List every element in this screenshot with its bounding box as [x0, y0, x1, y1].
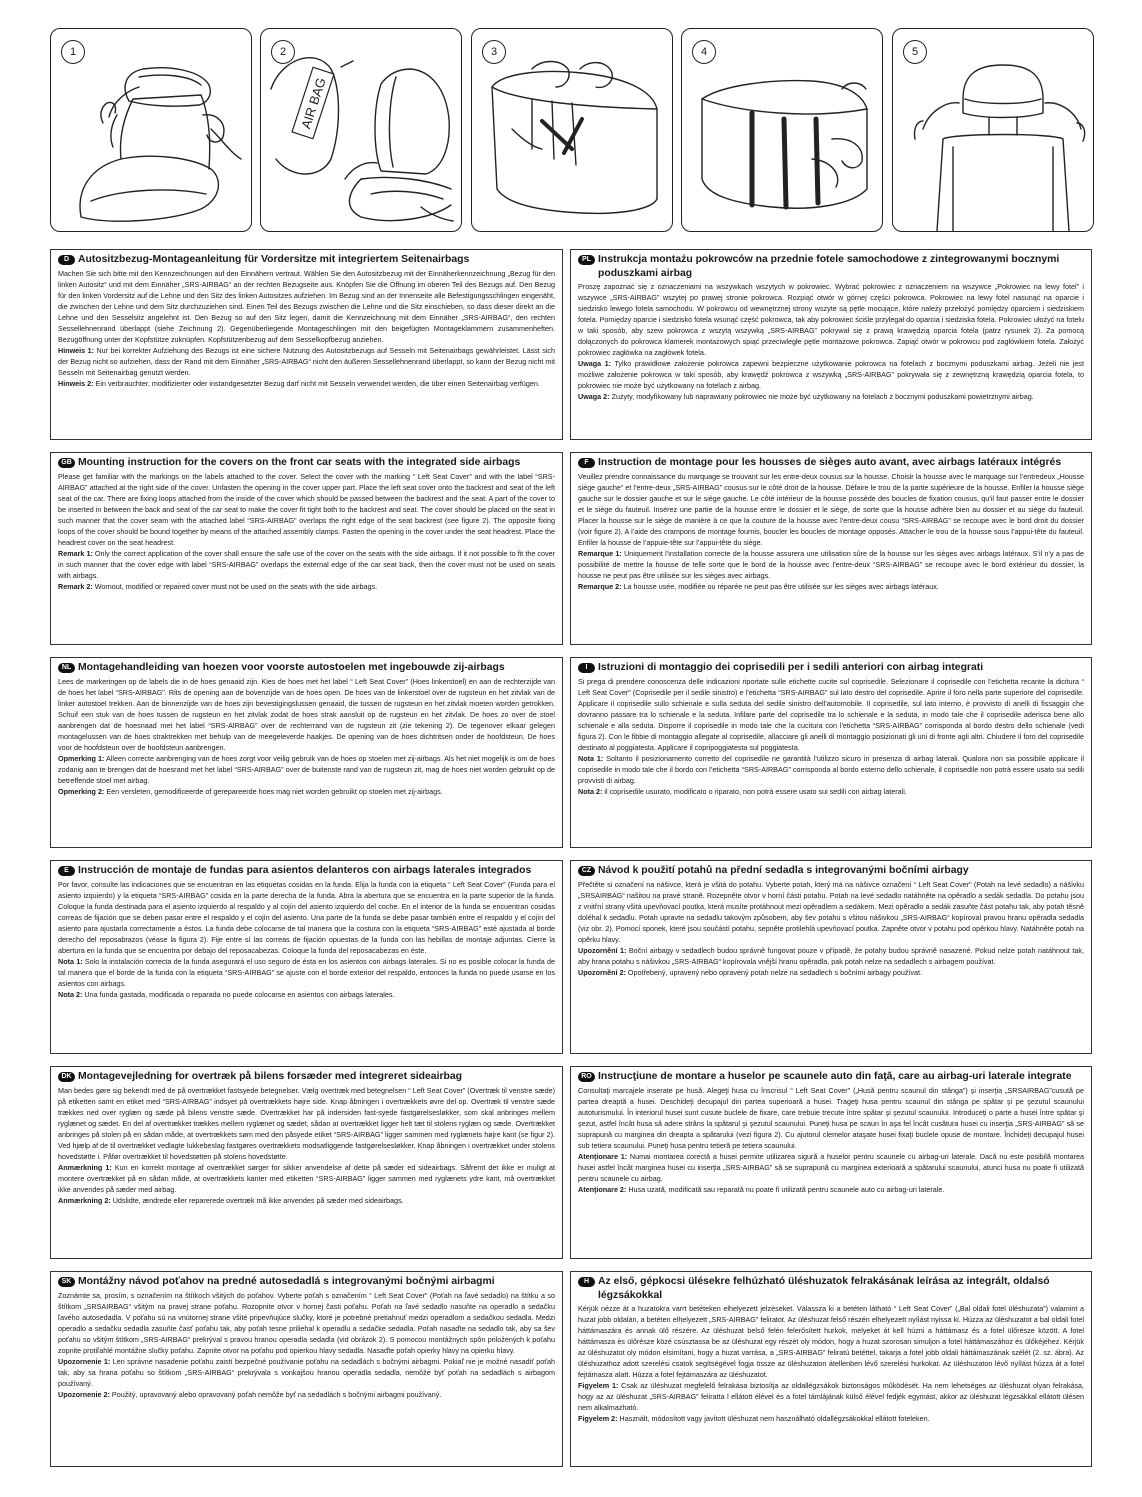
remark-label: Upozornenie 1:	[58, 1356, 111, 1366]
remark-label: Uwaga 2:	[578, 392, 610, 402]
remark	[578, 1151, 1084, 1184]
remark-text: Opotřebený, upravený nebo opravený potah nelze na sedadlech s bočními airbagy používat.	[627, 967, 923, 977]
section-hu	[570, 1271, 1092, 1467]
remark	[58, 345, 555, 378]
remark	[58, 989, 555, 1000]
section-title: Instrucţiune de montare a huselor pe scaunele auto din faţă, care au airbag-uri laterale integrate	[598, 1071, 1072, 1082]
section-heading	[578, 456, 1084, 470]
remark	[58, 1195, 555, 1206]
instruction-text: Si prega di prendere conoscenza delle indicazioni riportate sulle etichette cucite sul coprisedile. Selezionare il coprisedile con l’etichetta recante la dicitura “ Left Seat Cover” (Coprisedile per il sedile sinistro) e l’etichetta “SRS-AIRBAG” sul lato destro del coprisedile. Aprire il foro nella parte superiore del coprisedile. Applicare il coprisedile sullo schienale e sulla seduta del sedile sinistro dell’automobile. Il coprisedile, sul lato interno, è provvisto di anelli di fissaggio che dovranno passare tra lo schienale e la seduta. Infilare parte del coprisedile tra lo schienale e la seduta, in modo tale che il coprisedile aderisca bene allo schienale e alla seduta. Disporre il coprisedile in modo tale che la cucitura con l’etichetta “SRS-AIRBAG” corrisponda al bordo destro dello schienale (vedi figura 2). Con le fibbie di montaggio allegate al coprisedile, allacciare gli anelli di montaggio posizionati gli uni di fronte agli altri. Chiudere il foro del coprisedile destinato al poggiatesta. Applicare il copripoggiatesta sul poggiatesta.	[578, 676, 1084, 752]
remark-text: Solo la instalación correcta de la funda asegurará el uso seguro de ésta en los asientos con airbags laterales. Si no es posible colocar la funda de tal manera que el borde de la funda con la etiqueta “SRS-AIRBAG” se ajuste con el borde exterior del respaldo, entonces la funda no puede usarse en los asientos con airbags.	[58, 956, 555, 988]
section-de	[50, 249, 563, 440]
instruction-text: Kérjük nézze át a huzatokra varrt betéteken elhelyezett jelzéseket. Válassza ki a betéten látható “ Left Seat Cover” („Bal oldali fotel üléshuzata”) valamint a huzat jobb oldalán, a betéten elhelyezett „SRS-AIRBAG” feliratot. Az üléshuzat felső részén elhelyezett nyílást nyissa ki. Húzza az üléshuzatot a bal oldali fotel háttámaszára és annak ülő részére. Az üléshuzat belső felén felerősített hurkok, melyeket át kell húzni a háttámasz és a fotel ülőrésze között. A fotel háttámasza és ülőrésze közé csúsztassa be az üléshuzat egy részét oly módon, hogy a huzat szorosan simuljon a fotel háttámaszához és ülőkéjéhez. Kérjük az üléshuzatot oly módon elsimítani, hogy a huzat varrása, a „SRS-AIRBAG” feliratú betéttel, takarja a fotel jobb oldali háttámaszának szélét (2. sz. ábra). Az üléshuzathoz adott szerelési csatok segítségével fogja össze az üléshuzaton átellenben lévő szerelési hurkokat. Az üléshuzaton lévő nyílást húzza át a fotel fejtámasza alatt. Húzza a fotel fejtámaszára az üléshuzatot.	[578, 1304, 1084, 1380]
remark	[58, 1162, 555, 1195]
section-heading	[578, 1275, 1084, 1302]
language-badge: RO	[578, 1072, 595, 1082]
remark-label: Anmærkning 2:	[58, 1195, 111, 1205]
section-body	[58, 1085, 555, 1207]
section-nl	[50, 657, 563, 848]
remark-label: Remark 1:	[58, 548, 93, 558]
section-title: Instrucción de montaje de fundas para asientos delanteros con airbags laterales integrados	[78, 865, 532, 876]
seat-cover-illustration-3	[472, 29, 672, 231]
section-body	[578, 676, 1084, 798]
seat-cover-illustration-4	[682, 29, 882, 231]
remark	[58, 1356, 555, 1389]
remark	[578, 786, 1084, 797]
section-heading	[58, 1275, 555, 1289]
language-badge: I	[578, 663, 595, 673]
section-heading	[578, 864, 1084, 878]
section-title: Instruction de montage pour les housses de sièges auto avant, avec airbags latéraux intégrés	[598, 457, 1062, 468]
remark-label: Figyelem 2:	[578, 1414, 618, 1424]
instruction-text: Consultaţi marcajele inserate pe husă. Alegeţi husa cu înscrisul “ Left Seat Cover” („Husă pentru scaunul din stânga”) şi inserţia „SRSAIRBAG”cusută pe partea dreaptă a husei. Deschideţi decupajul din partea superioară a husei. Trageţi husa pentru scaunul din stânga pe spătar şi pe şezutul scaunului autoturismului. În interiorul husei sunt cusute buclele de fixare, care trebuie trecute între spătar şi şezutul scaunului. Introduceţi o parte a husei între spătar şi şezut, astfel încât husa să adere strâns la spătarul şi şezutul scaunului. Puneţi husa pe scaun în aşa fel încât cusătura husei cu inserţia „SRS-AIRBAG” să se suprapună cu marginea din dreapta a spătarului (vezi figura 2). Cu ajutorul clemelor ataşate husei fixaţi buclele opuse de montare. Închideţi decupajul husei sub tetiera scaunului. Puneţi husa pentru tetieră pe tetiera scaunului.	[578, 1085, 1084, 1150]
remark	[578, 945, 1084, 967]
section-title: Mounting instruction for the covers on the front car seats with the integrated side airbags	[78, 457, 521, 468]
remark-label: Upozornění 1:	[578, 945, 627, 955]
figure-1	[50, 28, 252, 232]
section-title: Az első, gépkocsi ülésekre felhúzható üléshuzatok felrakásának leírása az integrált, oldalsó légzsákokkal	[598, 1276, 1050, 1301]
section-title: Montážny návod poťahov na predné autosedadlá s integrovanými bočnými airbagmi	[78, 1276, 495, 1287]
language-badge: PL	[578, 255, 595, 265]
remark-text: Soltanto il posizionamento corretto del coprisedile ne garantità l’utilizzo sicuro in presenza di airbag laterali. Qualora non sia possibile applicare il coprisedile in modo tale che il bordo con l’etichetta “SRS-AIRBAG” corrisponda al bordo esterno dello schienale, il coprisedile non potrà essere usato sui sedili provvisti di airbag.	[578, 753, 1084, 785]
section-it	[570, 657, 1092, 848]
remark	[578, 548, 1084, 581]
language-badge: H	[578, 1277, 595, 1287]
language-badge: F	[578, 458, 595, 468]
figure-number: 3	[482, 40, 506, 64]
section-body	[58, 471, 555, 593]
section-pl	[570, 249, 1092, 440]
remark-text: Uniquement l’installation correcte de la housse assurera une utilisation sûre de la housse sur les sièges avec airbags latéraux. S’il n’y a pas de possibilité de mettre la housse de telle sorte que le bord de la housse avec l’entre-deux “SRS-AIRBAG” se recoupe avec le bord extérieur du dossier, la housse ne peut pas être utilisée sur les sièges avec airbags.	[578, 548, 1084, 580]
remark-text: Only the correct application of the cover shall ensure the safe use of the cover on the seats with the side airbags. If it not possible to fit the cover in such manner that the cover edge with label “SRS-AIRBAG” overlaps the external edge of the car seat back, then the cover must not be used on seats with airbags.	[58, 548, 555, 580]
remark-text: Zużyty, modyfikowany lub naprawiany pokrowiec nie może być użytkowany na fotelach z bocznymi poduszkami powietrznymi airbag.	[611, 392, 1034, 402]
section-heading	[58, 1070, 555, 1084]
remark-label: Nota 2:	[58, 989, 83, 999]
section-heading	[578, 1070, 1084, 1084]
figure-4	[681, 28, 883, 232]
remark-text: Alleen correcte aanbrenging van de hoes zorgt voor veilig gebruik van de hoes op stoelen met zij-airbags. Als het niet mogelijk is om de hoes zodanig aan te brengen dat de hoesrand met het label “SRS-AIRBAG” over de buitenste rand van de rugsteun zit, mag de hoes niet worden gebruikt op de betreffende stoel met airbag.	[58, 753, 555, 785]
section-heading	[58, 661, 555, 675]
section-heading	[578, 661, 1084, 675]
remark-text: Ein verbrauchter, modifizierter oder instandgesetzter Bezug darf nicht mit Sesseln verwendet werden, die über einen Seitenairbag verfügen.	[95, 378, 540, 388]
remark-text: Boční airbagy v sedadlech budou správně fungovat pouze v případě, že potahy budou správně nasazené. Pokud nelze potah natáhnout tak, aby hrana potahu s nášivkou „SRS-AIRBAG“ kopírovala vnější hranu opěradla, pak potah nelze na sedadlech s airbagem používat.	[578, 945, 1084, 966]
remark-label: Remarque 1:	[578, 548, 622, 558]
remark-label: Uwaga 1:	[578, 359, 612, 369]
language-badge: NL	[58, 663, 75, 673]
instruction-text: Por favor, consulte las indicaciones que se encuentran en las etiquetas cosidas en la funda. Elija la funda con la etiqueta “ Left Seat Cover” (Funda para el asiento izquierdo) y la etiqueta “SRS-AIRBAG” cosida en la parte derecha de la funda. Abra la abertura que se encuentra en la parte superior de la funda. Coloque la funda destinada para el asiento izquierdo al respaldo y al cojín del asiento izquierdo del coche. En el interior de la funda se encuentran cosidas correas de fijación que se deben pasar entre el respaldo y el cojín del asiento. Una parte de la funda se debe pasar también entre el respaldo y el cojín del asiento para ajustarla correctamente a éstos. La funda debe colocarse de tal manera que la costura con la etiqueta “SRS-AIRBAG” esté ajustada al borde derecho del reposabrazos (véase la figura 2). Fije entre sí las correas de fijación opuestas de la funda con las hebillas de montaje adjuntas. Cierre la abertura en la funda que se encuentra por debajo del reposacabezas. Coloque la funda del reposacabezas en éste.	[58, 879, 555, 955]
remark	[578, 391, 1084, 402]
remark-label: Remarque 2:	[578, 581, 622, 591]
section-cz	[570, 860, 1092, 1054]
figure-2	[260, 28, 462, 232]
instruction-text: Man bedes gøre sig bekendt med de på overtrækket fastsyede betegnelser. Vælg overtræk med betegnelsen “ Left Seat Cover” (Overtræk til venstre sæde) på etiketten samt en etiket med “SRS-AIRBAG” indsyet på overtrækkets højre side. Knap åbningen i overtrækkets øvre del op. Overtræk til venstre sæde trækkes ned over ryglæn og sæde på bilens venstre sæde. Overtrækket har på indersiden fast-syede fastgørelsesløkker, som skal anbringes mellem ryglænet og sædet. En del af overtrækket trækkes mellem ryglænet og sædet, sådan at overtrækket ligger helt tæt til stolens ryglæn og sæde. Overtrækket anbringes på stolen på en sådan måde, at overtrækkets søm med den påsyede etiket “SRS-AIRBAG” ligger sammen med ryglænets højre kant (se figur 2). Ved hjælp af de til overtrækket vedlagte lukkebeslag fastgøres overtrækkets modsatliggende fastgørelsesløkker. Knap åbningen i overtrækket under stolens hovedstøtte i. Påfør overtrækket til hovedstøtten på stolens hovedstøtte.	[58, 1085, 555, 1161]
instruction-text: Machen Sie sich bitte mit den Kennzeichnungen auf den Einnähern vertraut. Wählen Sie den Autositzbezug mit der Einnäherkennzeichnung „Bezug für den linken Autositz“ und mit dem Einnäher „SRS-AIRBAG“ an der rechten Bezugseite aus. Knöpfen Sie die Öffnung im oberen Teil des Bezugs auf. Den Bezug für den linken Vordersitz auf die Lehne und den Sitz des linken Autositzes aufziehen. Im Bezug sind an der Innenseite alle Befestigungsschlingen eingenäht, die zwischen der Lehne und dem Sitz durchzuziehen sind. Einen Teil des Bezugs zwischen die Lehne und die Sitz einschieben, so dass dieser direkt an die Lehne und den Sesselsitz angelehnt ist. Den Bezug so auf den Sitz legen, damit die Kennzeichnung mit dem Einnäher „SRS-AIRBAG“, den rechten Sessellehnenrand überlappt (siehe Zeichnung 2). Gegenüberliegende Montageschlingen mit den beigefügten Montageklammern zusammenheften. Bezugöffnung unter der Kopfstütze zuknüpfen. Kopfstützenbezug auf dem Sesselkopfbezug anziehen.	[58, 268, 555, 344]
remark-text: Udslidte, ændrede eller reparerede overtræk må ikke anvendes på sæder med sideairbags.	[112, 1195, 404, 1205]
remark	[578, 753, 1084, 786]
section-body	[578, 471, 1084, 593]
remark-label: Hinweis 2:	[58, 378, 94, 388]
figure-number: 4	[692, 40, 716, 64]
remark	[578, 1380, 1084, 1413]
section-body	[578, 879, 1084, 978]
remark	[58, 581, 555, 592]
section-body	[58, 676, 555, 798]
remark-label: Atenţionare 1:	[578, 1151, 628, 1161]
language-badge: GB	[58, 458, 75, 468]
section-body	[58, 268, 555, 390]
remark-text: Használt, módosított vagy javított üléshuzat nem használható oldallégzsákokkal ellátott foteleken.	[619, 1414, 930, 1424]
section-dk	[50, 1066, 563, 1259]
figure-number: 5	[903, 40, 927, 64]
language-badge: E	[58, 866, 75, 876]
figure-5	[892, 28, 1094, 232]
section-title: Montagevejledning for overtræk på bilens forsæder med integreret sideairbag	[78, 1071, 462, 1082]
section-es	[50, 860, 563, 1054]
seat-cover-illustration-2	[261, 29, 461, 231]
section-fr	[570, 452, 1092, 645]
section-heading	[578, 253, 1084, 280]
illustration-strip	[50, 28, 1092, 230]
language-badge: D	[58, 255, 75, 265]
remark-text: Wornout, modified or repaired cover must not be used on the seats with the side airbags.	[94, 581, 378, 591]
remark	[58, 548, 555, 581]
remark-text: Een versleten, gemodificeerde of gerepareerde hoes mag niet worden gebruikt op stoelen met zij-airbags.	[106, 786, 443, 796]
section-body	[578, 1085, 1084, 1195]
remark-label: Nota 2:	[578, 786, 603, 796]
section-body	[578, 1303, 1084, 1425]
remark-label: Upozornenie 2:	[58, 1389, 110, 1399]
remark-label: Nota 1:	[58, 956, 83, 966]
section-heading	[58, 864, 555, 878]
instruction-text: Veuillez prendre connaissance du marquage se trouvant sur les entre-deux cousus sur la housse. Choisir la housse avec le marquage sur l’entredeux „Housse siège gauche” et l’entre-deux „SRS-AIRBAG” cousus sur le côté droit de la housse. Défaire le trou de la partie supérieure de la housse. Enfiler la housse siège gauche sur le dossier gauche et sur le siège gauche. Le côté intérieur de la housse possède des boucles de fixation cousus, qu’il faut passer entre le dossier et le siège du fauteuil. Insérez une partie de la housse entre le dossier et le siège, de sorte que la housse adhère bien au dossier et au siège du fauteuil. Placer la housse sur le siège de manière à ce que la couture de la housse avec l’entre-deux cousu “SRS-AIRBAG” se recoupe avec le bord droit du dossier (voir figure 2). A l’aide des crampons de montage fournis, boucler les boucles de montage opposés. Attacher le trou de la housse sous l’appui-tête du fauteuil. Enfiler la housse de l’appuie-tête sur l’appui-tête du siège.	[578, 471, 1084, 547]
seat-cover-illustration-5	[893, 29, 1093, 231]
remark	[578, 358, 1084, 391]
section-heading	[58, 456, 555, 470]
remark-text: Len správne nasadenie poťahu zaistí bezpečné používanie poťahu na sedadlách s bočnými airbagmi. Pokiaľ nie je možné nasadiť poťah tak, aby sa hrana poťahu so štítkom „SRS-AIRBAG“ prekrývala s vonkajšou hranou operadla sedadla, nemôže byť poťah na sedadlách s airbagom používaný.	[58, 1356, 555, 1388]
instruction-text: Lees de markeringen op de labels die in de hoes genaaid zijn. Kies de hoes met het label “ Left Seat Cover” (Hoes linkerstoel) en aan de rechterzijde van de hoes het label “SRS-AIRBAG”. Rits de opening aan de bovenzijde van de hoes open. De hoes van de linkerstoel over de rugsteun en het zitvlak van de linker autostoel trekken. Aan de binnenzijde van de hoes zijn bevestigingslussen genaaid, die tussen de rugsteun en het zitvlak moeten worden getrokken. Schuif een stuk van de hoes tussen de rugsteun en het zitvlak zodat de hoes strak aansluit op de rugsteun en het zitvlak. De hoes zo over de stoel aanbrengen dat de hoesnaad met het label “SRS-AIRBAG” over de rechterrand van de rugsteun zit (zie tekening 2). De tegenover elkaar gelegen montagelussen van de hoes straktrekken met behulp van de meegeleverde haakjes. De opening van de hoes dichtritsen onder de hoofdsteun. De hoes voor de hoofdsteun over de hoofdsteun aanbrengen.	[58, 676, 555, 752]
remark-label: Opmerking 2:	[58, 786, 105, 796]
airbag-label: AIR BAG	[298, 75, 329, 131]
instruction-text: Proszę zapoznać się z oznaczeniami na wszywkach wszytych w pokrowiec. Wybrać pokrowiec z oznaczeniem na wszywce „Pokrowiec na lewy fotel” i wszywce „SRS-AIRBAG” wszytej po prawej stronie pokrowca. Rozpiąć otwór w górnej części pokrowca. Pokrowiec na lewy fotel nasunąć na oparcie i siedzisko lewego fotela samochodu. W pokrowcu od wewnętrznej strony wszyte są pętle mocujące, które należy przełożyć pomiędzy oparciem i siedziskiem fotela. Pomiędzy oparcie i siedzisko fotela wsunąć część pokrowca, tak aby pokrowiec ściśle przylegał do oparcia i siedziska fotela. Pokrowiec ułożyć na fotelu w taki sposób, aby szew pokrowca z wszytą wszywką „SRS-AIRBAG” pokrywał się z prawą krawędzią oparcia fotela (patrz rysunek 2). Za pomocą dołączonych do pokrowca klamerek montażowych spiąć przeciwległe pętle montażowe pokrowca. Zapiąć otwór w pokrowcu pod zagłówkiem fotela. Założyć pokrowiec zagłówka na zagłówek fotela.	[578, 282, 1084, 358]
section-heading	[58, 253, 555, 267]
section-body	[578, 281, 1084, 403]
remark-label: Opmerking 1:	[58, 753, 105, 763]
remark-text: il coprisedile usurato, modificato o riparato, non potrà essere usato sui sedili con airbag laterali.	[604, 786, 907, 796]
section-title: Návod k použití potahů na přední sedadla s integrovanými bočními airbagy	[598, 865, 969, 876]
remark	[578, 1184, 1084, 1195]
seat-cover-illustration-1	[51, 29, 251, 231]
figure-number: 1	[61, 40, 85, 64]
language-badge: DK	[58, 1072, 75, 1082]
remark-text: Husa uzată, modificată sau reparată nu poate fi utilizată pentru scaunele auto cu airbag-uri laterale.	[628, 1184, 945, 1194]
figure-3	[471, 28, 673, 232]
remark-label: Remark 2:	[58, 581, 93, 591]
language-badge: SK	[58, 1277, 75, 1287]
remark-label: Nota 1:	[578, 753, 604, 763]
instruction-text: Přečtěte si označení na nášivce, která je všitá do potahu. Vyberte potah, který má na nášivce označení “ Left Seat Cover” (Potah na levé sedadlo) a nášivku „SRSAIRBAG“ našitou na pravé straně. Rozepněte otvor v horní části potahu. Potah na levé sedadlo natáhněte na opěradlo a sedák sedadla. Do potahu jsou z vnitřní strany všitá upevňovací poutka, která musíte protáhnout mezi opěradlem a sedákem. Mezi opěradlo a sedák zasuňte část potahu tak, aby potah těsně doléhal k sedadlu. Potah upravte na sedadlu takovým způsobem, aby šev potahu s všitou nášivkou „SRS-AIRBAG“ kopíroval pravou hranu opěradla sedadla (viz obr. 2). Pomocí sponek, které jsou součástí potahu, sepněte protilehlá upevňovací poutka. Zapněte otvor v potahu pod opěrkou hlavy. Natáhněte potah na opěrku hlavy.	[578, 879, 1084, 944]
remark	[578, 581, 1084, 592]
instruction-text: Please get familiar with the markings on the labels attached to the cover. Select the cover with the marking “ Left Seat Cover” and with the label “SRS-AIRBAG” attached at the right side of the cover. Unfasten the opening in the cover upper part. Place the left seat cover onto the backrest and seat of the left seat of the car. There are fixing loops attached from the inside of the cover which should be passed between the backrest and the seat. A part of the cover to be inserted in between the back and seat of the car seat to make the cover fit tight both to the backrest and seat. The cover should be placed on the seat in such manner that the cover seam with the attached label “SRS-AIRBAG” overlaps the right edge of the seat backrest (see figure 2). The opposite fixing loops of the cover should be bound together by means of the attached assembly clamps. Fasten the opening in the cover under the seat headrest. Place the headrest cover on the seat headrest.	[58, 471, 555, 547]
language-badge: CZ	[578, 866, 595, 876]
section-title: Montagehandleiding van hoezen voor voorste autostoelen met ingebouwde zij-airbags	[78, 662, 505, 673]
remark-text: Numai montarea corectă a husei permite utilizarea sigură a huselor pentru scaunele cu airbag-uri laterale. Dacă nu este posibilă montarea husei astfel încât marginea husei cu inserţia „SRS-AIRBAG” să se suprapună cu marginea exterioară a spătarului scaunului, atunci husa nu poate fi utilizată pentru scaunele cu airbag.	[578, 1151, 1084, 1183]
remark-label: Anmærkning 1:	[58, 1162, 112, 1172]
section-title: Autositzbezug-Montageanleitung für Vordersitze mit integriertem Seitenairbags	[78, 254, 470, 265]
remark	[578, 967, 1084, 978]
remark-label: Upozornění 2:	[578, 967, 626, 977]
remark	[58, 753, 555, 786]
remark-text: Kun en korrekt montage af overtrækket sørger for sikker anvendelse af dette på sæder ed sideairbags. Såfremt det ikke er muligt at montere overtrækket på en sådan måde, at overtrækkets kanter med etiketten “SRS-AIRBAG” ligger sammen med ryglænets ydre kant, må overtrækket ikke anvendes på sæder med airbag.	[58, 1162, 555, 1194]
remark-text: La housse usée, modifiée ou réparée ne peut pas être utilisée sur les sièges avec airbags latéraux.	[623, 581, 939, 591]
section-gb	[50, 452, 563, 645]
remark	[578, 1413, 1084, 1424]
section-ro	[570, 1066, 1092, 1259]
remark-label: Figyelem 1:	[578, 1381, 619, 1391]
section-sk	[50, 1271, 563, 1467]
section-body	[58, 879, 555, 1001]
remark-text: Csak az üléshuzat megfelelő felrakása biztosítja az oldallégzsákok biztonságos működését. Ha nem lehetséges az üléshuzat olyan felrakása, hogy az az üléshuzat „SRS-AIRBAG” feliratta l ellátott élével és a fotel támlájának külső élével fedjék egymást, akkor az üléshuzat légzsákkal ellátott ülésen nem alkalmazható.	[578, 1381, 1085, 1413]
section-title: Istruzioni di montaggio dei coprisedili per i sedili anteriori con airbag integrati	[598, 662, 984, 673]
remark	[58, 1389, 555, 1400]
remark	[58, 378, 555, 389]
section-body	[58, 1290, 555, 1400]
remark	[58, 786, 555, 797]
remark-label: Atenţionare 2:	[578, 1184, 627, 1194]
figure-number: 2	[271, 40, 295, 64]
remark-text: Nur bei korrekter Aufziehung des Bezugs ist eine sichere Nutzung des Autositzbezugs auf Sesseln mit Seitenairbags gewährleistet. Lässt sich der Bezug nicht so aufziehen, dass der Rand mit dem Einnäher „SRS-AIRBAG“ nicht den äußeren Sessellehnenrand überlappt, so kann der Bezug nicht mit Sesseln mit Seitenairbag genutzt werden.	[58, 345, 556, 377]
remark-text: Tylko prawidłowe założenie pokrowca zapewni bezpieczne użytkowanie pokrowca na fotelach z bocznymi poduszkami airbag. Jeżeli nie jest możliwe założenie pokrowca w taki sposób, aby krawędź pokrowca z wszywką „SRS-AIRBAG” pokrywała się z zewnętrzną krawędzią oparcia fotela, to pokrowiec nie może być użytkowany na fotelach z airbag.	[578, 359, 1084, 391]
remark-label: Hinweis 1:	[58, 345, 94, 355]
remark-text: Una funda gastada, modificada o reparada no puede colocarse en asientos con airbags laterales.	[84, 989, 395, 999]
instruction-text: Zoznámte sa, prosím, s označením na štítkoch všitých do poťahov. Vyberte poťah s označením “ Left Seat Cover” (Poťah na ľavé sedadlo) na štítku a so štítkom „SRSAIRBAG“ všitým na pravej strane poťahu. Rozopnite otvor v hornej časti poťahu. Poťah na ľavé sedadlo nasuňte na operadlo a sedačku ľavého autosedadla. V poťahu sú na vnútornej strane všité pripevňujúce slučky, ktoré je potrebné pretiahnuť medzi operadlom a sedačkou sedadla. Medzi operadlo a sedačku sedadla zasuňte časť poťahu tak, aby poťah tesne priliehal k operadlu a sedačke sedadla. Poťah nasaďte na sedadlo tak, aby sa šev poťahu so všitým štítkom „SRS-AIRBAG“ prekrýval s pravou hranou operadla sedadla (vid obrázok 2). S pomocou montážnych spôn priložených k poťahu zopnite protiľahlé montážne slučky poťahu. Zapnite otvor na poťahu pod opierkou hlavy sedadla. Nasaďte poťah opierky hlavy na opierku hlavy.	[58, 1290, 555, 1355]
remark-text: Použitý, upravovaný alebo opravovaný poťah nemôže byť na sedadlách s bočnými airbagmi používaný.	[111, 1389, 442, 1399]
section-title: Instrukcja montażu pokrowców na przednie fotele samochodowe z zintegrowanymi bocznymi poduszkami airbag	[598, 254, 1060, 279]
remark	[58, 956, 555, 989]
